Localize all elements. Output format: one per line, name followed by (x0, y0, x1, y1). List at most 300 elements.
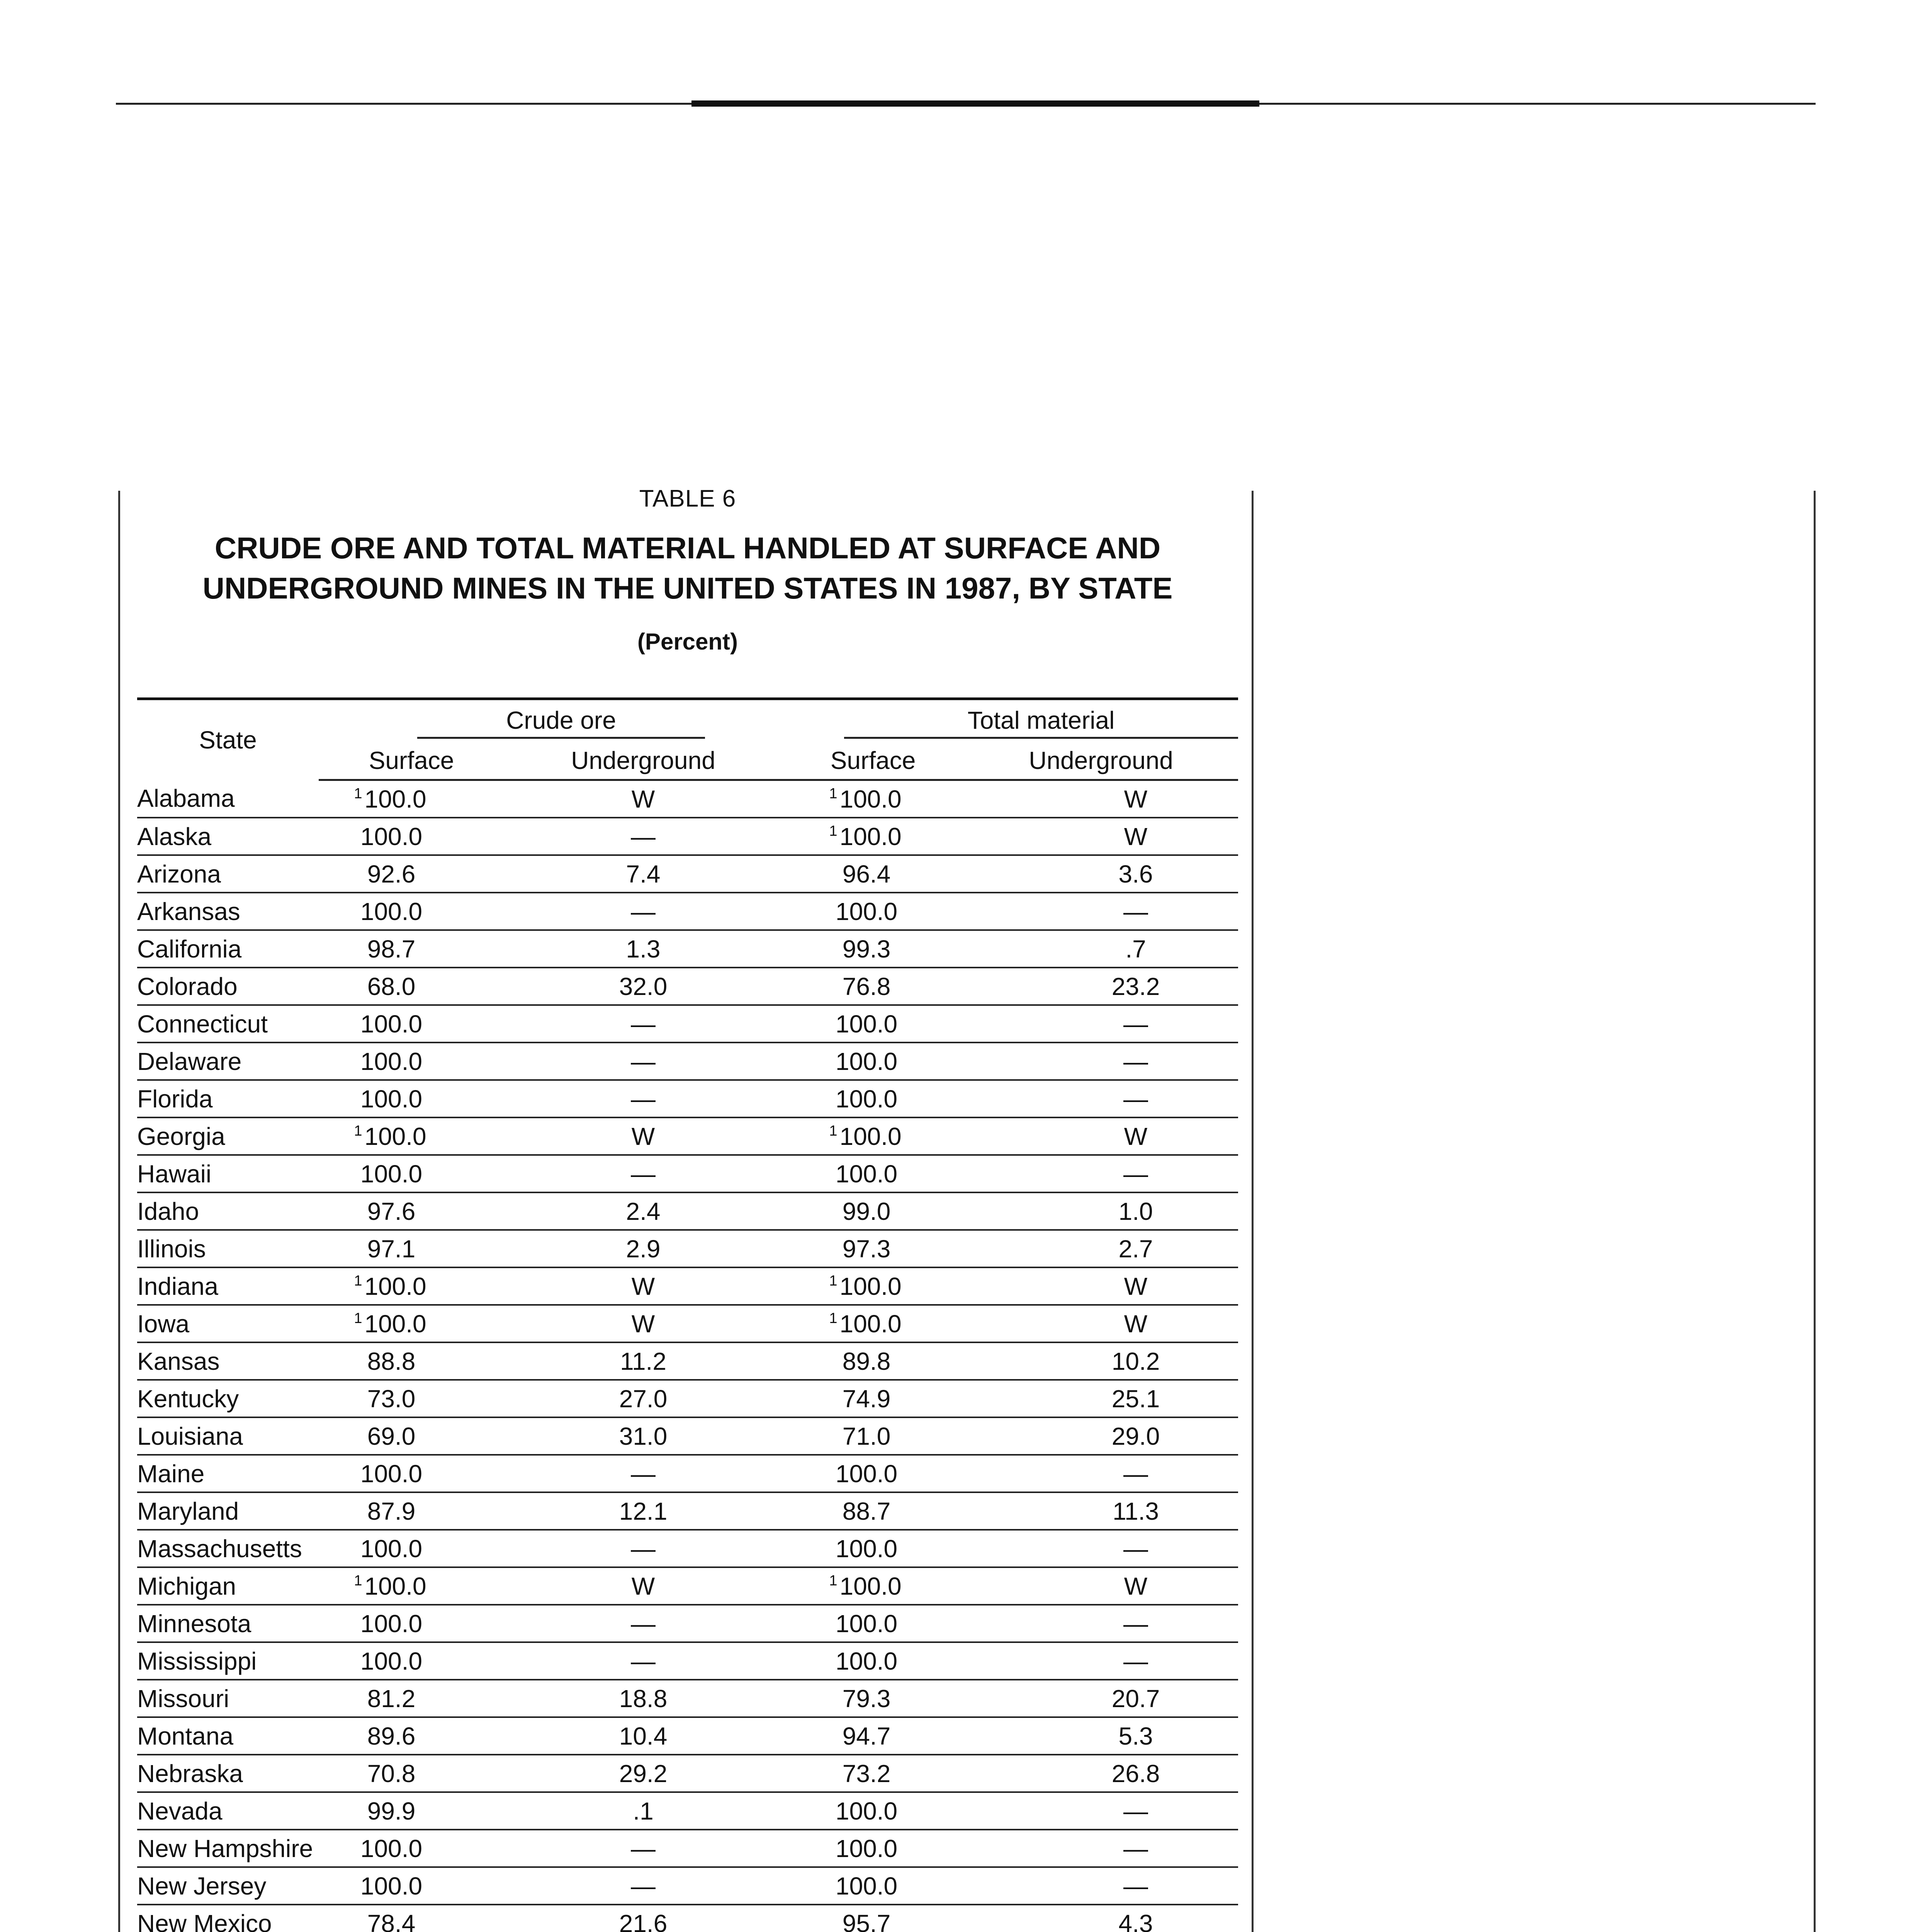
cell-state-value: Alaska (137, 822, 212, 850)
cell-total-underground (964, 1117, 1238, 1155)
footnote-marker: 1 (354, 1572, 362, 1589)
cell-crude-surface (319, 1305, 504, 1342)
cell-total-underground (964, 1417, 1238, 1455)
cell-total-underground (964, 1043, 1238, 1080)
cell-total-surface-value: 100.0 (835, 1047, 898, 1075)
table-caption: TABLE 6 (639, 485, 736, 512)
cell-crude-surface-value: 99.9 (367, 1797, 416, 1825)
footnote-marker: 1 (829, 1272, 837, 1289)
cell-total-surface (782, 1005, 964, 1043)
cell-crude-underground-value: W (631, 1572, 655, 1600)
cell-state-value: Delaware (137, 1047, 242, 1075)
cell-total-surface-value: 100.0 (835, 1834, 898, 1862)
cell-crude-surface (319, 1342, 504, 1380)
cell-crude-surface-value: 100.0 (360, 1834, 423, 1862)
table-row (137, 1305, 1238, 1342)
cell-crude-underground (504, 1867, 782, 1905)
cell-crude-underground-value: .1 (633, 1797, 654, 1825)
cell-total-underground-value: 10.2 (1111, 1347, 1160, 1375)
footnote-marker: 1 (354, 785, 362, 802)
header-group-total-material: Total material (782, 699, 1238, 742)
cell-crude-underground (504, 968, 782, 1005)
cell-crude-underground-value: — (631, 1609, 656, 1638)
cell-total-surface (782, 780, 964, 818)
table-row (137, 1905, 1238, 1932)
top-rule-accent (691, 100, 1259, 107)
cell-total-surface-value: 100.0 (839, 1272, 902, 1300)
footnote-marker: 1 (354, 1272, 362, 1289)
cell-crude-underground-value: — (631, 1010, 656, 1038)
table-row (137, 1342, 1238, 1380)
cell-crude-surface (319, 780, 504, 818)
cell-state-value: Kansas (137, 1347, 220, 1375)
cell-total-surface-value: 96.4 (842, 860, 891, 888)
cell-crude-surface-value: 100.0 (364, 785, 426, 813)
table-row (137, 1605, 1238, 1642)
cell-crude-underground-value: W (631, 1122, 655, 1150)
cell-crude-underground-value: 27.0 (619, 1384, 668, 1413)
cell-state (137, 780, 319, 818)
cell-total-underground-value: 25.1 (1111, 1384, 1160, 1413)
cell-total-underground-value: 11.3 (1113, 1497, 1159, 1525)
cell-crude-surface-value: 100.0 (364, 1272, 426, 1300)
cell-state-value: Indiana (137, 1272, 218, 1300)
cell-total-surface-value: 79.3 (842, 1684, 891, 1713)
cell-crude-underground (504, 1792, 782, 1830)
cell-total-surface-value: 100.0 (839, 822, 902, 850)
cell-total-underground (964, 1680, 1238, 1717)
table-row (137, 1642, 1238, 1680)
cell-total-underground (964, 1192, 1238, 1230)
cell-total-underground (964, 1755, 1238, 1792)
cell-total-surface-value: 100.0 (839, 785, 902, 813)
table-row (137, 1117, 1238, 1155)
cell-total-surface (782, 1492, 964, 1530)
cell-total-surface-value: 73.2 (842, 1759, 891, 1787)
cell-crude-underground-value: 2.9 (626, 1235, 661, 1263)
cell-total-surface (782, 1043, 964, 1080)
cell-crude-surface-value: 89.6 (367, 1722, 416, 1750)
cell-total-underground-value: 5.3 (1118, 1722, 1153, 1750)
cell-crude-surface-value: 81.2 (367, 1684, 416, 1713)
cell-state-value: Massachusetts (137, 1534, 302, 1563)
cell-total-underground (964, 930, 1238, 968)
cell-crude-surface (319, 1417, 504, 1455)
cell-total-underground (964, 1230, 1238, 1267)
cell-state (137, 1605, 319, 1642)
cell-crude-underground (504, 1192, 782, 1230)
cell-crude-underground (504, 1380, 782, 1417)
cell-state-value: Hawaii (137, 1160, 212, 1188)
cell-total-underground-value: W (1124, 822, 1148, 850)
cell-total-surface (782, 1417, 964, 1455)
cell-crude-surface-value: 100.0 (360, 1459, 423, 1488)
cell-total-surface (782, 1755, 964, 1792)
cell-total-surface (782, 1717, 964, 1755)
cell-crude-surface-value: 100.0 (364, 1122, 426, 1150)
cell-total-underground-value: W (1124, 785, 1148, 813)
cell-crude-underground-value: — (631, 1047, 656, 1075)
header-total-surface: Surface (782, 742, 964, 780)
cell-state-value: New Mexico (137, 1909, 272, 1932)
cell-crude-underground (504, 1080, 782, 1117)
cell-crude-underground-value: 2.4 (626, 1197, 661, 1225)
table-row (137, 818, 1238, 855)
cell-crude-underground (504, 1455, 782, 1492)
header-state: State (137, 699, 319, 780)
cell-total-underground-value: — (1123, 1085, 1148, 1113)
cell-total-underground (964, 1155, 1238, 1192)
cell-total-surface-value: 94.7 (842, 1722, 891, 1750)
footnote-marker: 1 (829, 1122, 837, 1139)
table-row (137, 1080, 1238, 1117)
cell-total-underground-value: — (1123, 1872, 1148, 1900)
cell-crude-underground (504, 1492, 782, 1530)
table-row (137, 1192, 1238, 1230)
cell-total-underground-value: 2.7 (1118, 1235, 1153, 1263)
cell-crude-surface-value: 100.0 (360, 1047, 423, 1075)
cell-state-value: Iowa (137, 1310, 190, 1338)
cell-crude-surface-value: 92.6 (367, 860, 416, 888)
cell-total-underground (964, 968, 1238, 1005)
cell-state-value: Michigan (137, 1572, 236, 1600)
cell-total-surface (782, 893, 964, 930)
cell-total-underground-value: W (1124, 1310, 1148, 1338)
cell-crude-surface (319, 1117, 504, 1155)
cell-crude-underground (504, 1417, 782, 1455)
data-table (137, 697, 1238, 1932)
table-title-line2: UNDERGROUND MINES IN THE UNITED STATES IN 1987, BY STATE (202, 571, 1173, 605)
cell-total-underground-value: W (1124, 1272, 1148, 1300)
cell-crude-surface (319, 1755, 504, 1792)
cell-total-underground-value: — (1123, 1834, 1148, 1862)
cell-total-surface-value: 71.0 (842, 1422, 891, 1450)
cell-crude-surface (319, 1455, 504, 1492)
cell-total-surface (782, 1380, 964, 1417)
cell-total-underground-value: — (1123, 1160, 1148, 1188)
cell-crude-surface-value: 100.0 (360, 1609, 423, 1638)
cell-total-underground (964, 1867, 1238, 1905)
cell-total-underground-value: .7 (1125, 935, 1146, 963)
cell-crude-underground-value: 10.4 (619, 1722, 668, 1750)
cell-total-surface-value: 100.0 (839, 1310, 902, 1338)
cell-crude-surface (319, 1267, 504, 1305)
cell-state-value: Mississippi (137, 1647, 257, 1675)
cell-crude-surface (319, 1492, 504, 1530)
table-row (137, 1492, 1238, 1530)
cell-crude-underground (504, 1342, 782, 1380)
cell-crude-underground-value: — (631, 1085, 656, 1113)
cell-state-value: California (137, 935, 242, 963)
cell-crude-underground (504, 1155, 782, 1192)
cell-total-underground-value: — (1123, 1609, 1148, 1638)
table-row (137, 1380, 1238, 1417)
cell-crude-underground (504, 1267, 782, 1305)
cell-crude-surface-value: 100.0 (360, 1534, 423, 1563)
cell-crude-surface-value: 100.0 (360, 897, 423, 925)
cell-crude-underground-value: — (631, 1647, 656, 1675)
table-row (137, 780, 1238, 818)
cell-crude-surface-value: 70.8 (367, 1759, 416, 1787)
table-row (137, 1830, 1238, 1867)
cell-crude-surface (319, 1005, 504, 1043)
cell-state (137, 968, 319, 1005)
cell-total-underground (964, 1792, 1238, 1830)
cell-total-surface (782, 1305, 964, 1342)
cell-crude-surface-value: 100.0 (360, 1160, 423, 1188)
cell-state (137, 1417, 319, 1455)
cell-state (137, 1117, 319, 1155)
cell-crude-underground (504, 1005, 782, 1043)
cell-state (137, 1230, 319, 1267)
cell-state-value: Colorado (137, 972, 238, 1000)
cell-total-underground-value: — (1123, 1797, 1148, 1825)
cell-state (137, 1192, 319, 1230)
cell-total-surface-value: 100.0 (835, 1459, 898, 1488)
column-rule-middle (1252, 491, 1254, 1932)
cell-crude-surface (319, 1043, 504, 1080)
cell-crude-underground-value: 32.0 (619, 972, 668, 1000)
cell-crude-underground (504, 1230, 782, 1267)
table-title-line1: CRUDE ORE AND TOTAL MATERIAL HANDLED AT SURFACE AND (214, 531, 1161, 565)
table-row (137, 1043, 1238, 1080)
cell-crude-surface-value: 87.9 (367, 1497, 416, 1525)
table-row (137, 930, 1238, 968)
cell-crude-underground-value: 29.2 (619, 1759, 668, 1787)
cell-total-surface-value: 100.0 (835, 897, 898, 925)
cell-crude-surface (319, 1642, 504, 1680)
cell-total-surface-value: 76.8 (842, 972, 891, 1000)
cell-state-value: Connecticut (137, 1010, 268, 1038)
cell-crude-surface-value: 100.0 (364, 1310, 426, 1338)
cell-total-surface-value: 100.0 (835, 1010, 898, 1038)
cell-crude-surface-value: 97.6 (367, 1197, 416, 1225)
table-unit: (Percent) (637, 629, 738, 655)
cell-total-surface-value: 95.7 (842, 1909, 891, 1932)
header-crude-underground: Underground (504, 742, 782, 780)
cell-state-value: Illinois (137, 1235, 206, 1263)
cell-crude-surface (319, 1192, 504, 1230)
cell-crude-underground-value: 7.4 (626, 860, 661, 888)
cell-state-value: Georgia (137, 1122, 225, 1150)
cell-total-underground (964, 1267, 1238, 1305)
table-title (137, 528, 1238, 608)
cell-crude-underground (504, 1043, 782, 1080)
cell-state (137, 1792, 319, 1830)
cell-crude-underground (504, 1717, 782, 1755)
footnote-marker: 1 (829, 1310, 837, 1327)
cell-total-underground (964, 1342, 1238, 1380)
table-row (137, 968, 1238, 1005)
cell-total-underground-value: — (1123, 1534, 1148, 1563)
cell-total-underground-value: 3.6 (1118, 860, 1153, 888)
table-row (137, 1567, 1238, 1605)
cell-total-surface (782, 930, 964, 968)
cell-total-surface-value: 100.0 (839, 1572, 902, 1600)
footnote-marker: 1 (829, 1572, 837, 1589)
cell-crude-underground-value: — (631, 897, 656, 925)
cell-crude-underground-value: 18.8 (619, 1684, 668, 1713)
cell-total-surface (782, 1267, 964, 1305)
cell-state (137, 1567, 319, 1605)
cell-crude-underground (504, 1567, 782, 1605)
cell-crude-underground (504, 1830, 782, 1867)
cell-crude-surface (319, 1905, 504, 1932)
cell-total-surface (782, 1867, 964, 1905)
cell-total-surface (782, 1792, 964, 1830)
cell-crude-underground-value: — (631, 1872, 656, 1900)
cell-state (137, 1867, 319, 1905)
cell-total-surface-value: 99.0 (842, 1197, 891, 1225)
cell-crude-surface (319, 1155, 504, 1192)
cell-crude-surface (319, 1605, 504, 1642)
cell-crude-underground-value: 11.2 (620, 1347, 666, 1375)
cell-total-surface-value: 100.0 (835, 1609, 898, 1638)
cell-state (137, 1830, 319, 1867)
cell-crude-underground (504, 930, 782, 968)
cell-state-value: Louisiana (137, 1422, 243, 1450)
cell-crude-underground (504, 1680, 782, 1717)
cell-total-underground-value: 29.0 (1111, 1422, 1160, 1450)
cell-crude-surface-value: 97.1 (367, 1235, 416, 1263)
cell-crude-underground (504, 780, 782, 818)
cell-state-value: Arizona (137, 860, 221, 888)
cell-crude-surface-value: 98.7 (367, 935, 416, 963)
cell-total-underground (964, 893, 1238, 930)
cell-total-surface-value: 88.7 (842, 1497, 891, 1525)
cell-crude-underground-value: — (631, 1160, 656, 1188)
cell-state (137, 1717, 319, 1755)
table-row (137, 1680, 1238, 1717)
cell-total-surface (782, 1905, 964, 1932)
footnote-marker: 1 (354, 1310, 362, 1327)
column-rule-left (118, 491, 120, 1932)
header-total-underground: Underground (964, 742, 1238, 780)
cell-total-surface-value: 100.0 (839, 1122, 902, 1150)
cell-crude-underground-value: W (631, 785, 655, 813)
cell-crude-underground (504, 1530, 782, 1567)
cell-total-underground-value: 23.2 (1111, 972, 1160, 1000)
cell-crude-surface-value: 100.0 (360, 1647, 423, 1675)
cell-state-value: Montana (137, 1722, 234, 1750)
cell-total-underground (964, 818, 1238, 855)
cell-state (137, 1680, 319, 1717)
cell-total-underground (964, 1080, 1238, 1117)
cell-crude-underground (504, 893, 782, 930)
cell-crude-surface (319, 930, 504, 968)
cell-crude-underground-value: — (631, 1834, 656, 1862)
footnote-marker: 1 (829, 823, 837, 839)
cell-total-underground-value: W (1124, 1122, 1148, 1150)
cell-total-surface (782, 1642, 964, 1680)
cell-total-underground (964, 1905, 1238, 1932)
cell-crude-underground (504, 1642, 782, 1680)
cell-total-surface (782, 1680, 964, 1717)
cell-state-value: Maryland (137, 1497, 239, 1525)
cell-state-value: Arkansas (137, 897, 240, 925)
cell-total-surface-value: 99.3 (842, 935, 891, 963)
cell-total-underground (964, 1380, 1238, 1417)
table-row (137, 1155, 1238, 1192)
cell-total-surface (782, 1080, 964, 1117)
cell-state (137, 818, 319, 855)
cell-total-surface (782, 1117, 964, 1155)
cell-state-value: Idaho (137, 1197, 199, 1225)
cell-crude-surface (319, 1230, 504, 1267)
cell-crude-underground (504, 1605, 782, 1642)
cell-total-surface (782, 968, 964, 1005)
cell-total-underground (964, 1005, 1238, 1043)
cell-crude-surface-value: 88.8 (367, 1347, 416, 1375)
cell-crude-surface (319, 855, 504, 893)
cell-crude-underground-value: 31.0 (619, 1422, 668, 1450)
cell-state (137, 855, 319, 893)
cell-crude-underground-value: — (631, 1459, 656, 1488)
cell-crude-underground (504, 1755, 782, 1792)
cell-crude-surface (319, 1080, 504, 1117)
cell-total-surface-value: 100.0 (835, 1647, 898, 1675)
table-row (137, 1455, 1238, 1492)
footnote-marker: 1 (354, 1122, 362, 1139)
cell-crude-surface-value: 69.0 (367, 1422, 416, 1450)
cell-state-value: Alabama (137, 784, 235, 813)
cell-total-underground (964, 1305, 1238, 1342)
cell-total-surface (782, 1230, 964, 1267)
cell-crude-underground-value: W (631, 1272, 655, 1300)
table-row (137, 1717, 1238, 1755)
cell-state (137, 1267, 319, 1305)
cell-state (137, 1080, 319, 1117)
cell-state (137, 893, 319, 930)
cell-total-surface (782, 1192, 964, 1230)
cell-total-underground (964, 1530, 1238, 1567)
cell-crude-surface-value: 100.0 (360, 1010, 423, 1038)
cell-total-underground (964, 1830, 1238, 1867)
cell-total-surface-value: 100.0 (835, 1797, 898, 1825)
cell-crude-underground-value: W (631, 1310, 655, 1338)
cell-crude-surface (319, 818, 504, 855)
cell-total-surface (782, 1342, 964, 1380)
cell-total-underground (964, 780, 1238, 818)
cell-total-underground (964, 1455, 1238, 1492)
cell-total-underground (964, 1642, 1238, 1680)
cell-crude-surface (319, 968, 504, 1005)
cell-crude-underground (504, 1117, 782, 1155)
table-row (137, 1005, 1238, 1043)
cell-state-value: New Hampshire (137, 1834, 313, 1862)
cell-total-surface-value: 74.9 (842, 1384, 891, 1413)
cell-total-surface (782, 855, 964, 893)
cell-crude-underground-value: — (631, 1534, 656, 1563)
table-row (137, 1755, 1238, 1792)
cell-total-underground (964, 1717, 1238, 1755)
cell-crude-surface (319, 1530, 504, 1567)
cell-state (137, 1642, 319, 1680)
cell-crude-underground-value: 12.1 (619, 1497, 668, 1525)
cell-state-value: Maine (137, 1459, 205, 1488)
cell-state (137, 1905, 319, 1932)
cell-crude-underground (504, 1305, 782, 1342)
cell-state-value: Nevada (137, 1797, 223, 1825)
cell-total-surface (782, 1530, 964, 1567)
cell-total-underground-value: — (1123, 1647, 1148, 1675)
cell-total-underground-value: W (1124, 1572, 1148, 1600)
cell-crude-surface-value: 68.0 (367, 972, 416, 1000)
cell-state (137, 1005, 319, 1043)
cell-total-underground-value: — (1123, 1047, 1148, 1075)
cell-total-surface (782, 1830, 964, 1867)
cell-total-underground (964, 855, 1238, 893)
